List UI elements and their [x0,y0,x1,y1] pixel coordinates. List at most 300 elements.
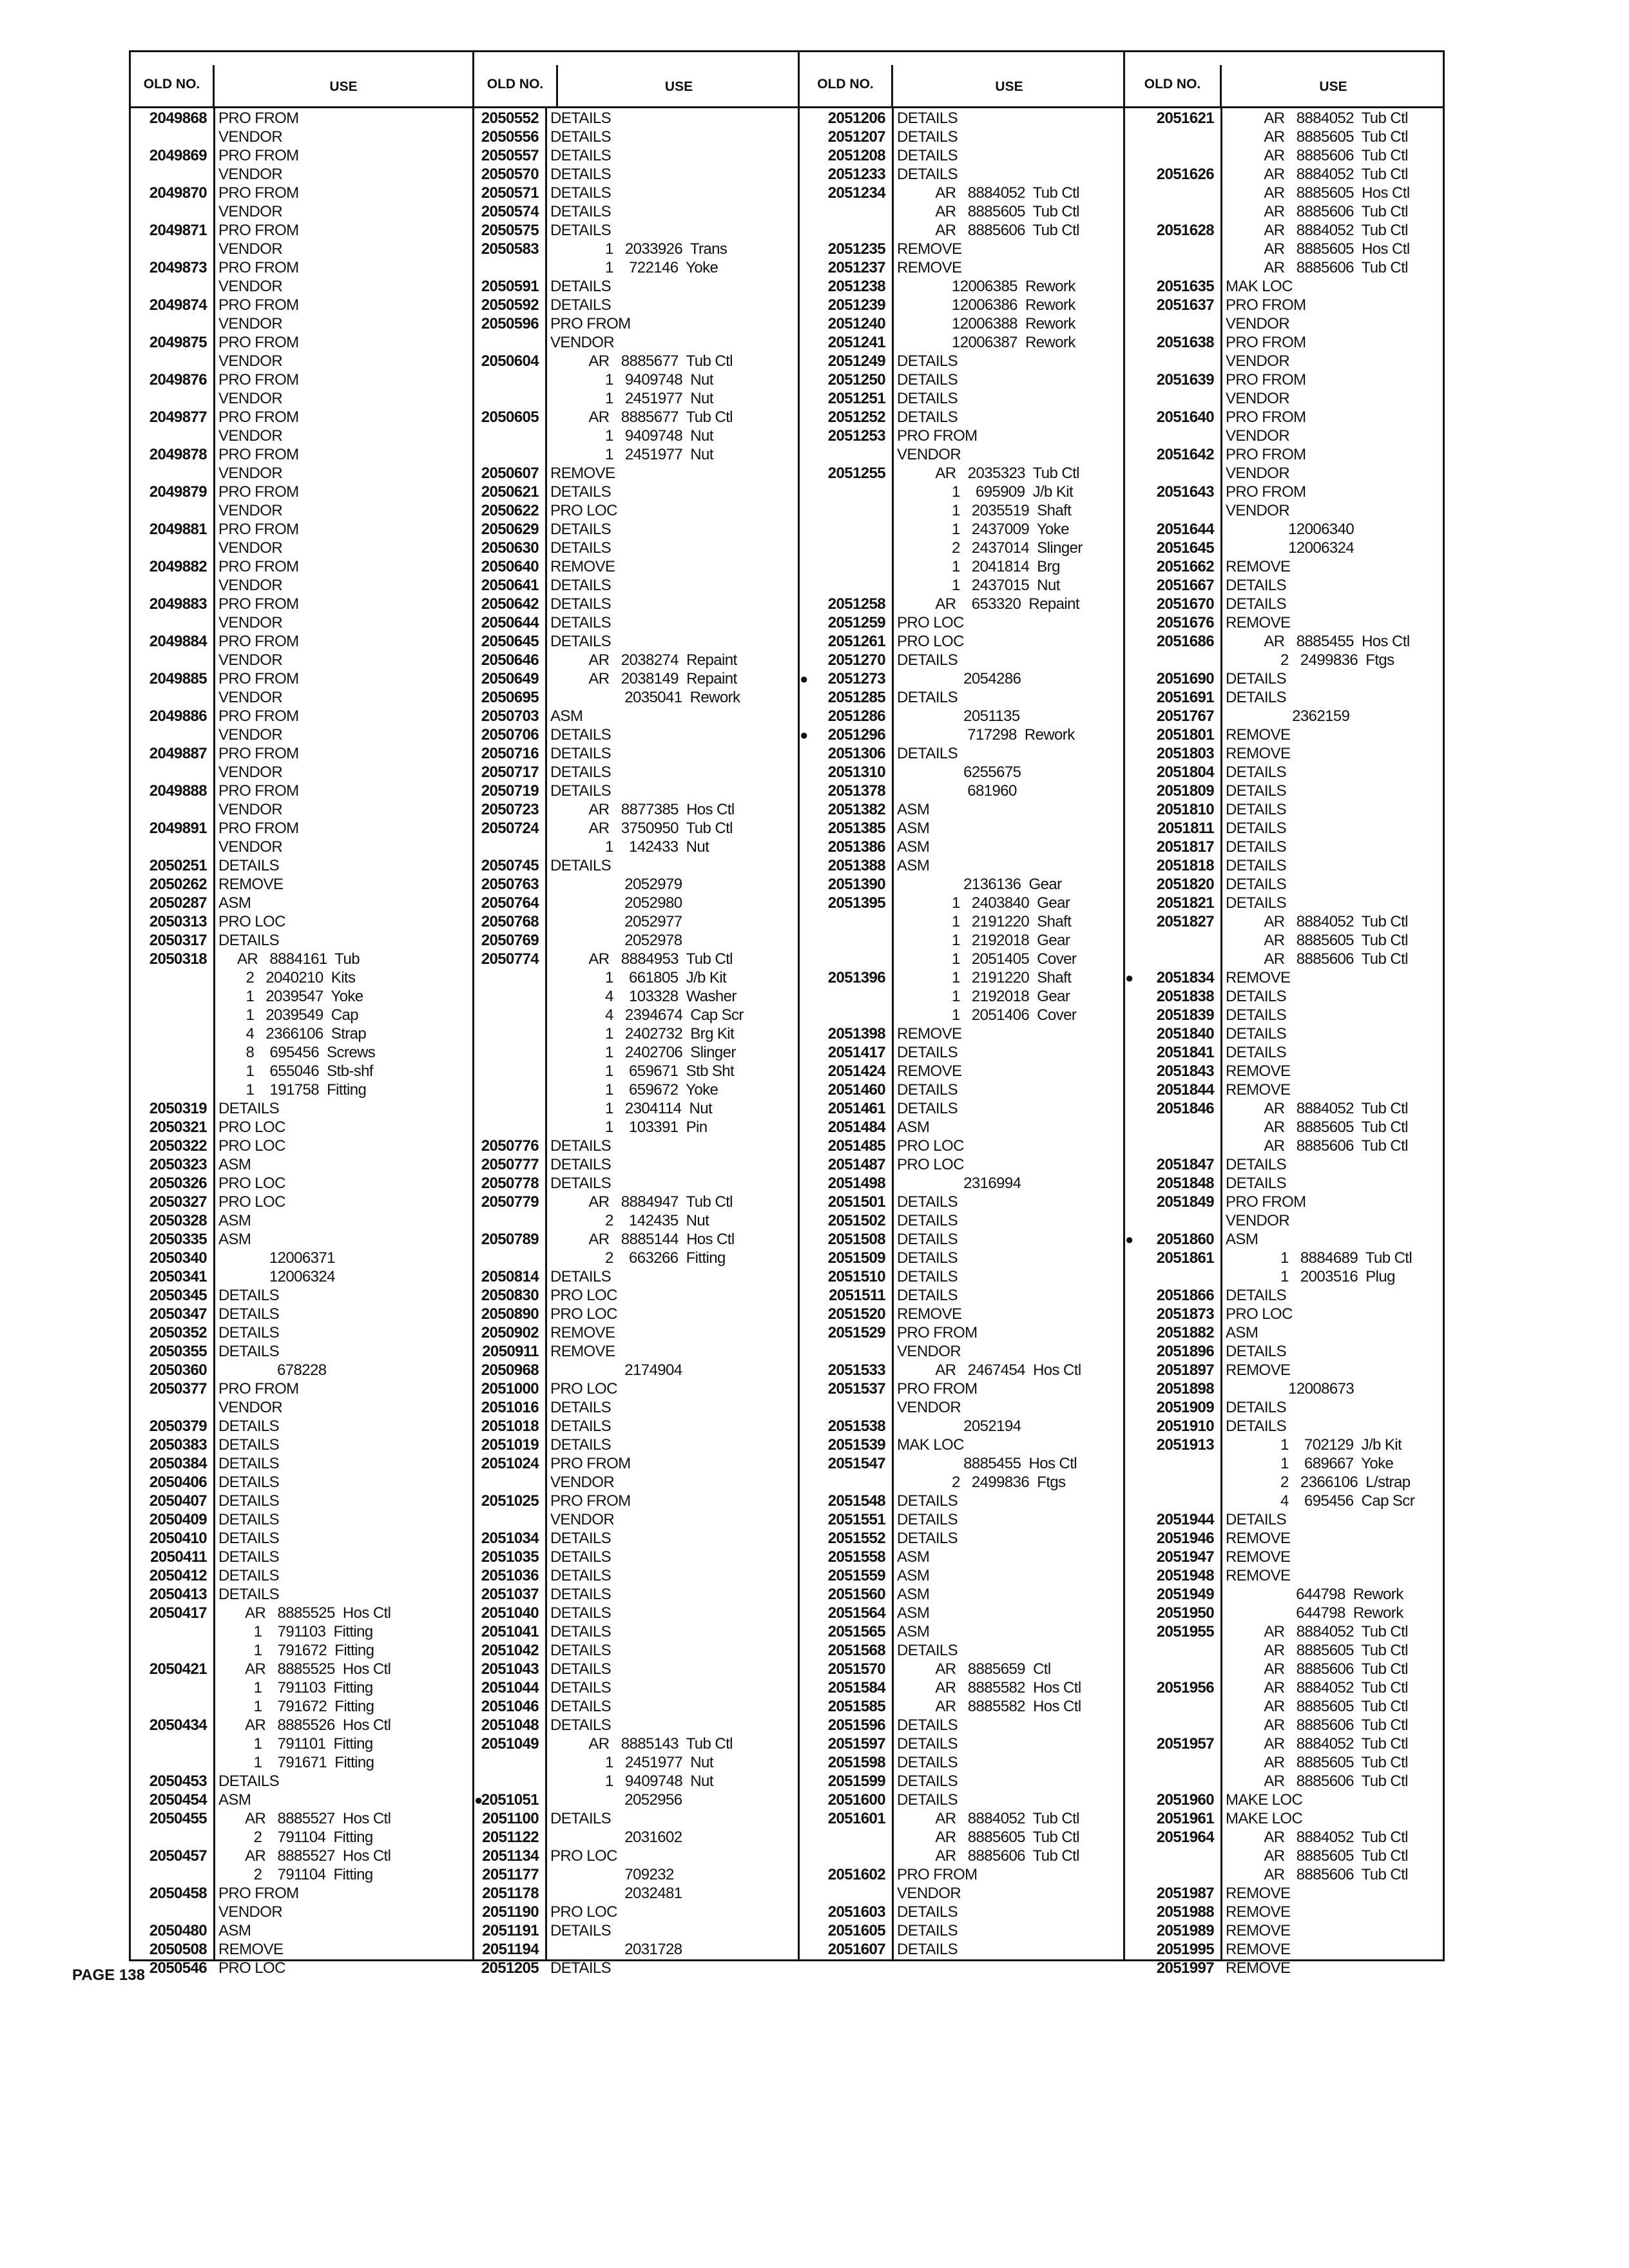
table-row [800,1791,1125,1809]
table-row [1125,576,1445,595]
table-row [1125,1323,1445,1342]
column-entries [800,109,1125,1959]
use-value: REMOVE [1226,1081,1291,1099]
table-row [474,408,800,427]
table-row [800,165,1125,184]
table-row [1125,408,1445,427]
table-row [1125,931,1445,950]
old-number: 2051844 [1156,1081,1214,1099]
use-value: 1 791672 Fitting [218,1642,374,1659]
old-number: 2050480 [149,1922,207,1939]
old-number: 2051207 [827,128,885,146]
old-number: ● 2051296 [800,726,892,744]
table-row [474,184,800,202]
old-number: 2051044 [481,1679,539,1696]
use-value: DETAILS [218,1287,280,1304]
old-number: 2051803 [1156,745,1214,762]
old-number: 2050890 [481,1305,539,1323]
table-row [800,950,1125,968]
old-number: 2051460 [827,1081,885,1099]
old-number: 2051948 [1156,1567,1214,1584]
use-value: 2035041 Rework [550,689,740,706]
use-value: AR 8885143 Tub Ctl [550,1735,733,1753]
table-row [131,1267,472,1286]
table-row [1125,1641,1445,1660]
use-value: PRO FROM [550,315,631,332]
table-row [474,987,800,1006]
use-value: VENDOR [1226,427,1290,445]
table-row [800,819,1125,838]
use-value: VENDOR [1226,465,1290,482]
table-row [131,726,472,744]
use-value: DETAILS [550,521,612,538]
use-value: DETAILS [550,577,612,594]
table-row [1125,819,1445,838]
table-row [1125,1006,1445,1024]
table-row [474,1510,800,1529]
table-row [474,1081,800,1099]
old-number: 2050457 [149,1847,207,1865]
table-row [131,1772,472,1791]
old-number: 2050592 [481,296,539,314]
table-row [800,370,1125,389]
use-value: PRO FROM [550,1492,631,1510]
old-number: 2050706 [481,726,539,744]
use-value: REMOVE [1226,969,1291,986]
old-number: 2050777 [481,1156,539,1173]
table-row [474,707,800,726]
use-value: PRO LOC [218,1119,285,1136]
table-row [131,613,472,632]
table-row [1125,763,1445,782]
use-value: DETAILS [550,764,612,781]
table-row [131,1865,472,1884]
use-value: AR 8884052 Tub Ctl [1226,1829,1408,1846]
table-row [1125,1249,1445,1267]
table-row [131,520,472,539]
use-value: PRO FROM [1226,371,1306,389]
use-value: DETAILS [1226,670,1287,687]
table-row [474,1678,800,1697]
table-row [800,314,1125,333]
table-row [474,1865,800,1884]
table-row [131,501,472,520]
table-row [1125,800,1445,819]
table-row [1125,856,1445,875]
use-value: 2052980 [550,894,682,912]
table-row [131,1099,472,1118]
table-row [474,1043,800,1062]
use-value: DETAILS [897,1081,958,1099]
use-value: REMOVE [550,1343,615,1360]
table-row [800,1884,1125,1903]
table-row [131,912,472,931]
table-row [1125,445,1445,464]
table-row [1125,370,1445,389]
table-row [800,1716,1125,1735]
use-value: DETAILS [1226,782,1287,800]
table-row [474,1174,800,1193]
use-value: REMOVE [1226,745,1291,762]
old-number: 2051964 [1156,1829,1214,1846]
use-value: VENDOR [218,315,283,332]
table-row [1125,1921,1445,1940]
old-number: 2051251 [827,390,885,407]
table-row [1125,1137,1445,1155]
use-value: REMOVE [897,259,962,276]
table-row [800,333,1125,352]
use-value: AR 8885606 Tub Ctl [1226,1660,1408,1678]
old-number: 2051511 [829,1287,885,1304]
old-number: 2051849 [1156,1193,1214,1211]
use-value: REMOVE [897,1025,962,1043]
table-row [474,352,800,370]
use-value: ASM [897,1604,930,1622]
table-row [800,1772,1125,1791]
use-value: DETAILS [550,1604,612,1622]
table-row [800,1379,1125,1398]
table-row [131,165,472,184]
table-row [131,1024,472,1043]
old-number: 2051529 [827,1324,885,1341]
table-row [474,1155,800,1174]
old-number: 2050383 [149,1436,207,1454]
table-row [800,1342,1125,1361]
old-number: 2051249 [827,352,885,370]
use-value: VENDOR [897,1343,961,1360]
table-row [800,931,1125,950]
use-value: DETAILS [897,1231,958,1248]
table-row [800,1305,1125,1323]
table-row [1125,912,1445,931]
table-row [131,1716,472,1735]
table-row [1125,1697,1445,1716]
use-value: DETAILS [550,278,612,295]
old-number: 2050454 [149,1791,207,1809]
use-value: 12006386 Rework [897,296,1075,314]
use-value: DETAILS [897,1212,958,1229]
old-number: 2051827 [1156,913,1214,930]
old-number: 2050764 [481,894,539,912]
use-value: ASM [897,820,930,837]
use-value: DETAILS [550,296,612,314]
use-value: PRO LOC [1226,1305,1293,1323]
table-row [131,1884,472,1903]
old-number: 2050763 [481,876,539,893]
use-value: PRO FROM [897,1866,978,1883]
use-value: DETAILS [550,745,612,762]
table-row [800,1081,1125,1099]
old-number: 2050455 [149,1810,207,1827]
old-number: 2050360 [149,1361,207,1379]
table-row [474,1211,800,1230]
table-row [800,501,1125,520]
table-row [474,875,800,894]
old-number: 2050323 [149,1156,207,1173]
table-row [800,1566,1125,1585]
use-value: PRO FROM [1226,296,1306,314]
table-row [474,1903,800,1921]
old-number: 2051642 [1156,446,1214,463]
use-value: ASM [218,894,251,912]
table-row [800,856,1125,875]
table-row [1125,1566,1445,1585]
old-number: 2051049 [481,1735,539,1753]
use-value: REMOVE [897,1062,962,1080]
old-number: 2051388 [827,857,885,874]
use-value: REMOVE [1226,1062,1291,1080]
use-value: AR 8885606 Tub Ctl [1226,259,1408,276]
use-value: 1 9409748 Nut [550,427,713,445]
old-number: 2050778 [481,1175,539,1192]
table-row [131,1249,472,1267]
table-row [131,1436,472,1454]
table-row [131,1379,472,1398]
table-row [131,875,472,894]
old-number: 2051206 [827,110,885,127]
use-value: PRO FROM [1226,446,1306,463]
table-row [1125,483,1445,501]
old-number: 2051821 [1156,894,1214,912]
table-row [800,1604,1125,1622]
old-number: 2051639 [1156,371,1214,389]
table-row [131,782,472,800]
table-row [131,1847,472,1865]
table-row [800,1660,1125,1678]
use-value: 1 689667 Yoke [1226,1455,1394,1472]
use-value: ASM [897,1586,930,1603]
use-value: DETAILS [897,1754,958,1771]
use-value: DETAILS [897,1922,958,1939]
use-value: AR 8885606 Tub Ctl [1226,950,1408,968]
table-row [1125,1753,1445,1772]
use-value: DETAILS [550,483,612,501]
table-row [800,1174,1125,1193]
table-row [474,1604,800,1622]
table-row [474,165,800,184]
table-row [131,427,472,445]
use-value: PRO FROM [218,595,299,613]
use-value: DETAILS [1226,988,1287,1005]
use-value: AR 2035323 Tub Ctl [897,465,1079,482]
use-value: 1 659672 Yoke [550,1081,718,1099]
table-row [1125,464,1445,483]
table-row [474,669,800,688]
use-value: AR 8885525 Hos Ctl [218,1660,391,1678]
old-number: 2051396 [827,969,885,986]
use-value: PRO LOC [897,1156,964,1173]
use-value: VENDOR [218,203,283,220]
old-number: 2051048 [481,1716,539,1734]
old-number: 2050412 [149,1567,207,1584]
old-number: 2050789 [481,1231,539,1248]
table-row [474,613,800,632]
use-value: AR 653320 Repaint [897,595,1079,613]
use-value: AR 8885605 Hos Ctl [1226,184,1410,202]
use-value: 1 702129 J/b Kit [1226,1436,1402,1454]
old-number: 2050583 [481,240,539,258]
old-number: 2050546 [149,1959,207,1977]
use-value: VENDOR [218,801,283,818]
use-value: PRO FROM [218,820,299,837]
use-value: PRO FROM [218,670,299,687]
use-value: REMOVE [1226,1361,1291,1379]
use-value: AR 8884052 Tub Ctl [1226,1100,1408,1117]
use-value: VENDOR [1226,1212,1290,1229]
old-number: 2051896 [1156,1343,1214,1360]
use-value: PRO LOC [550,1903,617,1921]
old-number: 2051498 [827,1175,885,1192]
use-value: AR 8885606 Tub Ctl [1226,1773,1408,1790]
use-value: REMOVE [218,1941,284,1958]
old-number: 2050719 [481,782,539,800]
old-number: 2051605 [827,1922,885,1939]
table-row [131,1342,472,1361]
old-number: 2051598 [827,1754,885,1771]
table-row [131,240,472,258]
use-value: DETAILS [550,147,612,164]
use-value: AR 8885677 Tub Ctl [550,408,733,426]
table-row [131,1510,472,1529]
old-number: 2051820 [1156,876,1214,893]
table-row [800,1006,1125,1024]
table-row [1125,314,1445,333]
table-row [800,1267,1125,1286]
old-number: 2051255 [827,465,885,482]
table-row [800,1230,1125,1249]
table-column [798,52,1125,1959]
use-value: PRO FROM [897,427,978,445]
use-value: DETAILS [550,1586,612,1603]
old-number: 2051811 [1157,820,1214,837]
table-row [800,1585,1125,1604]
old-number: 2051676 [1156,614,1214,631]
use-value: DETAILS [1226,1175,1287,1192]
table-row [1125,1473,1445,1492]
table-row [800,1847,1125,1865]
old-number: 2051520 [827,1305,885,1323]
table-row [1125,1529,1445,1548]
use-value: VENDOR [218,539,283,557]
use-value: 1 2402732 Brg Kit [550,1025,735,1043]
old-number: 2050723 [481,801,539,818]
table-row [131,202,472,221]
use-value: PRO LOC [550,1847,617,1865]
table-row [131,1735,472,1753]
old-number: 2051194 [482,1941,539,1958]
table-row [131,931,472,950]
use-value: PRO FROM [1226,334,1306,351]
use-value: 12006324 [218,1268,335,1285]
use-value: DETAILS [1226,577,1287,594]
table-row [1125,1585,1445,1604]
old-number: 2051898 [1156,1380,1214,1398]
use-value: 2031602 [550,1829,682,1846]
use-value: DETAILS [218,1418,280,1435]
old-number: 2051390 [827,876,885,893]
old-number: 2049874 [149,296,207,314]
table-row [1125,1735,1445,1753]
old-number: 2051861 [1156,1249,1214,1267]
old-number: 2050774 [481,950,539,968]
use-value: AR 2038149 Repaint [550,670,737,687]
table-row [1125,1379,1445,1398]
table-row [131,1809,472,1828]
old-number: 2050411 [150,1548,207,1566]
use-value: ASM [1226,1324,1258,1341]
use-value: DETAILS [218,1548,280,1566]
use-value: AR 8885605 Tub Ctl [1226,1698,1408,1715]
old-number: 2051910 [1156,1418,1214,1435]
old-number: 2051025 [481,1492,539,1510]
use-value: DETAILS [550,1418,612,1435]
old-number: 2050779 [481,1193,539,1211]
table-row [1125,1492,1445,1510]
old-number: 2050410 [149,1530,207,1547]
old-number: 2049876 [149,371,207,389]
use-value: REMOVE [1226,1922,1291,1939]
table-row [131,1473,472,1492]
old-number: 2051603 [827,1903,885,1921]
use-value: 12006324 [1226,539,1354,557]
use-value: ASM [1226,1231,1258,1248]
table-row [131,1006,472,1024]
use-value: 2 2499836 Ftgs [1226,651,1394,669]
use-value: 1 2192018 Gear [897,988,1070,1005]
table-row [474,1492,800,1510]
table-row [474,501,800,520]
table-row [474,1828,800,1847]
table-row [131,539,472,557]
table-row [131,632,472,651]
use-value: PRO LOC [218,1175,285,1192]
use-value: PRO FROM [218,1885,299,1902]
table-row [1125,1286,1445,1305]
use-value: 4 695456 Cap Scr [1226,1492,1415,1510]
table-row [131,1622,472,1641]
old-number: 2051000 [481,1380,539,1398]
table-row [800,1454,1125,1473]
table-row [474,277,800,296]
use-value: PRO LOC [897,633,964,650]
table-row [1125,1884,1445,1903]
old-number: 2051846 [1156,1100,1214,1117]
table-row [1125,389,1445,408]
table-row [474,744,800,763]
use-value: REMOVE [550,1324,615,1341]
use-value: 2051135 [897,707,1020,725]
use-value: AR 2038274 Repaint [550,651,737,669]
old-number: 2050345 [149,1287,207,1304]
table-row [1125,669,1445,688]
use-value: DETAILS [218,932,280,949]
table-row [800,1155,1125,1174]
use-value: DETAILS [897,1716,958,1734]
table-row [474,1342,800,1361]
old-number: 2050607 [481,465,539,482]
old-number: 2051250 [827,371,885,389]
use-value: 1 142433 Nut [550,838,709,856]
use-value: DETAILS [550,1530,612,1547]
old-number: 2050458 [149,1885,207,1902]
old-number: 2049870 [149,184,207,202]
old-number: 2051424 [827,1062,885,1080]
table-row [474,651,800,669]
table-row [474,1006,800,1024]
use-value: AR 8885606 Tub Ctl [1226,203,1408,220]
table-row [800,595,1125,613]
old-number: 2051177 [482,1866,539,1883]
